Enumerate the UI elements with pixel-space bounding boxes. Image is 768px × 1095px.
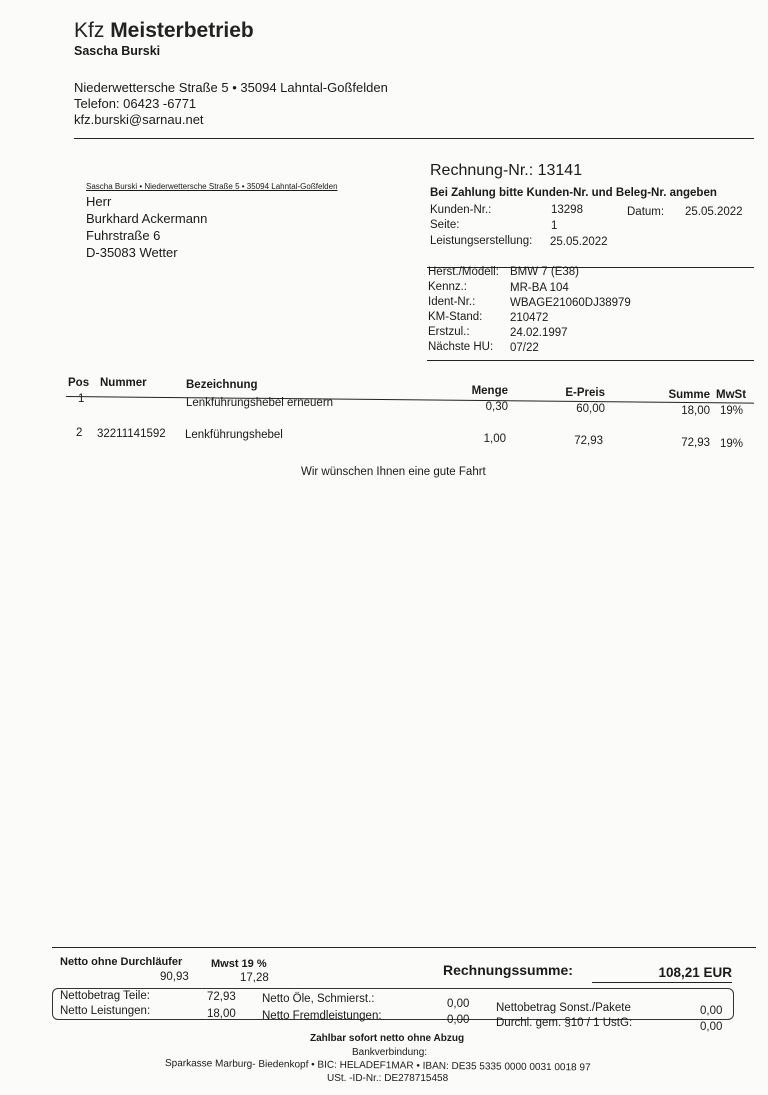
company-prefix: Kfz xyxy=(74,19,105,42)
netto-label: Netto ohne Durchläufer xyxy=(60,956,183,968)
vehicle-label: Nächste HU: xyxy=(428,341,494,353)
cell-epreis: 72,93 xyxy=(574,435,603,447)
vehicle-value: BMW 7 (E38) xyxy=(510,266,580,278)
invoice-note: Bei Zahlung bitte Kunden-Nr. und Beleg-Nr. angeben xyxy=(430,187,717,199)
page-label: Seite: xyxy=(430,219,460,231)
cell-epreis: 60,00 xyxy=(576,403,605,415)
recipient-city: D-35083 Wetter xyxy=(86,245,178,260)
owner-name: Sascha Burski xyxy=(74,44,161,58)
vehicle-bottom-rule xyxy=(427,360,754,361)
col-header-menge: Menge xyxy=(471,385,508,397)
teile-label: Nettobetrag Teile: xyxy=(60,990,150,1002)
col-header-epreis: E-Preis xyxy=(565,387,605,399)
leistungen-value: 18,00 xyxy=(207,1008,236,1020)
page-value: 1 xyxy=(551,220,558,232)
vehicle-value: 210472 xyxy=(510,312,549,324)
company-email: kfz.burski@sarnau.net xyxy=(74,112,204,127)
col-header-nummer: Nummer xyxy=(100,377,147,389)
customer-number-value: 13298 xyxy=(551,204,583,216)
sonst-value: 0,00 xyxy=(700,1005,723,1017)
bank-label: Bankverbindung: xyxy=(352,1047,428,1058)
durchl-label: Durchl. gem. §10 / 1 UstG: xyxy=(496,1017,633,1029)
cell-mwst: 19% xyxy=(720,438,744,450)
date-value: 25.05.2022 xyxy=(685,206,743,218)
total-value: 108,21 EUR xyxy=(592,965,732,983)
closing-note: Wir wünschen Ihnen eine gute Fahrt xyxy=(301,466,486,478)
cell-bezeichnung: Lenkführungshebel xyxy=(185,429,283,441)
customer-number-label: Kunden-Nr.: xyxy=(430,204,492,216)
fremd-label: Netto Fremdleistungen: xyxy=(262,1010,382,1022)
bank-details: Sparkasse Marburg- Biedenkopf • BIC: HELADEF1MAR • IBAN: DE35 5335 0000 0031 0018 97 xyxy=(164,1058,591,1074)
vehicle-value: 07/22 xyxy=(510,342,539,354)
cell-menge: 0,30 xyxy=(485,401,508,413)
oele-label: Netto Öle, Schmierst.: xyxy=(262,993,375,1005)
cell-mwst: 19% xyxy=(720,405,744,417)
mwst-value: 17,28 xyxy=(240,972,269,984)
fremd-value: 0,00 xyxy=(447,1014,470,1026)
vehicle-label: Kennz.: xyxy=(428,281,467,293)
vehicle-label: Erstzul.: xyxy=(428,326,470,338)
recipient-name: Burkhard Ackermann xyxy=(86,211,208,226)
total-label: Rechnungssumme: xyxy=(443,962,573,978)
company-address: Niederwettersche Straße 5 • 35094 Lahntal-Goßfelden xyxy=(74,80,388,95)
header-divider xyxy=(74,138,754,139)
vehicle-label: Herst./Modell: xyxy=(428,266,499,278)
netto-value: 90,93 xyxy=(160,971,189,983)
cell-summe: 72,93 xyxy=(681,437,710,449)
cell-pos: 2 xyxy=(76,427,83,439)
company-title xyxy=(74,19,254,43)
payment-terms: Zahlbar sofort netto ohne Abzug xyxy=(310,1033,465,1044)
sonst-label: Nettobetrag Sonst./Pakete xyxy=(496,1002,631,1014)
cell-nummer: 32211141592 xyxy=(97,428,166,440)
vehicle-label: KM-Stand: xyxy=(428,311,483,323)
company-name: Meisterbetrieb xyxy=(110,19,254,42)
vehicle-label: Ident-Nr.: xyxy=(428,296,476,308)
vat-id: USt. -ID-Nr.: DE278715458 xyxy=(327,1073,449,1084)
breakdown-box xyxy=(52,988,734,1020)
cell-menge: 1,00 xyxy=(483,433,506,445)
durchl-value: 0,00 xyxy=(700,1021,723,1033)
invoice-title: Rechnung-Nr.: 13141 xyxy=(430,162,583,179)
col-header-mwst: MwSt xyxy=(716,389,747,401)
service-date-label: Leistungserstellung: xyxy=(430,235,533,247)
col-header-pos: Pos xyxy=(68,377,90,389)
date-label: Datum: xyxy=(627,206,665,218)
col-header-summe: Summe xyxy=(668,389,710,401)
mwst-label: Mwst 19 % xyxy=(211,958,267,970)
teile-value: 72,93 xyxy=(207,991,236,1003)
summary-top-rule xyxy=(52,947,756,948)
cell-bezeichnung: Lenkführungshebel erneuern xyxy=(186,397,334,409)
oele-value: 0,00 xyxy=(447,998,470,1010)
service-date-value: 25.05.2022 xyxy=(550,236,608,248)
recipient-street: Fuhrstraße 6 xyxy=(86,228,161,243)
cell-summe: 18,00 xyxy=(681,405,710,417)
vehicle-value: WBAGE21060DJ38979 xyxy=(510,297,631,309)
sender-line: Sascha Burski • Niederwettersche Straße 5 • 35094 Lahntal-Goßfelden xyxy=(86,182,338,191)
leistungen-label: Netto Leistungen: xyxy=(60,1005,151,1017)
company-phone: Telefon: 06423 -6771 xyxy=(74,96,197,111)
vehicle-value: 24.02.1997 xyxy=(510,327,568,339)
cell-pos: 1 xyxy=(78,393,85,405)
col-header-bezeichnung: Bezeichnung xyxy=(186,379,258,391)
recipient-salutation: Herr xyxy=(86,194,112,209)
vehicle-value: MR-BA 104 xyxy=(510,282,569,294)
